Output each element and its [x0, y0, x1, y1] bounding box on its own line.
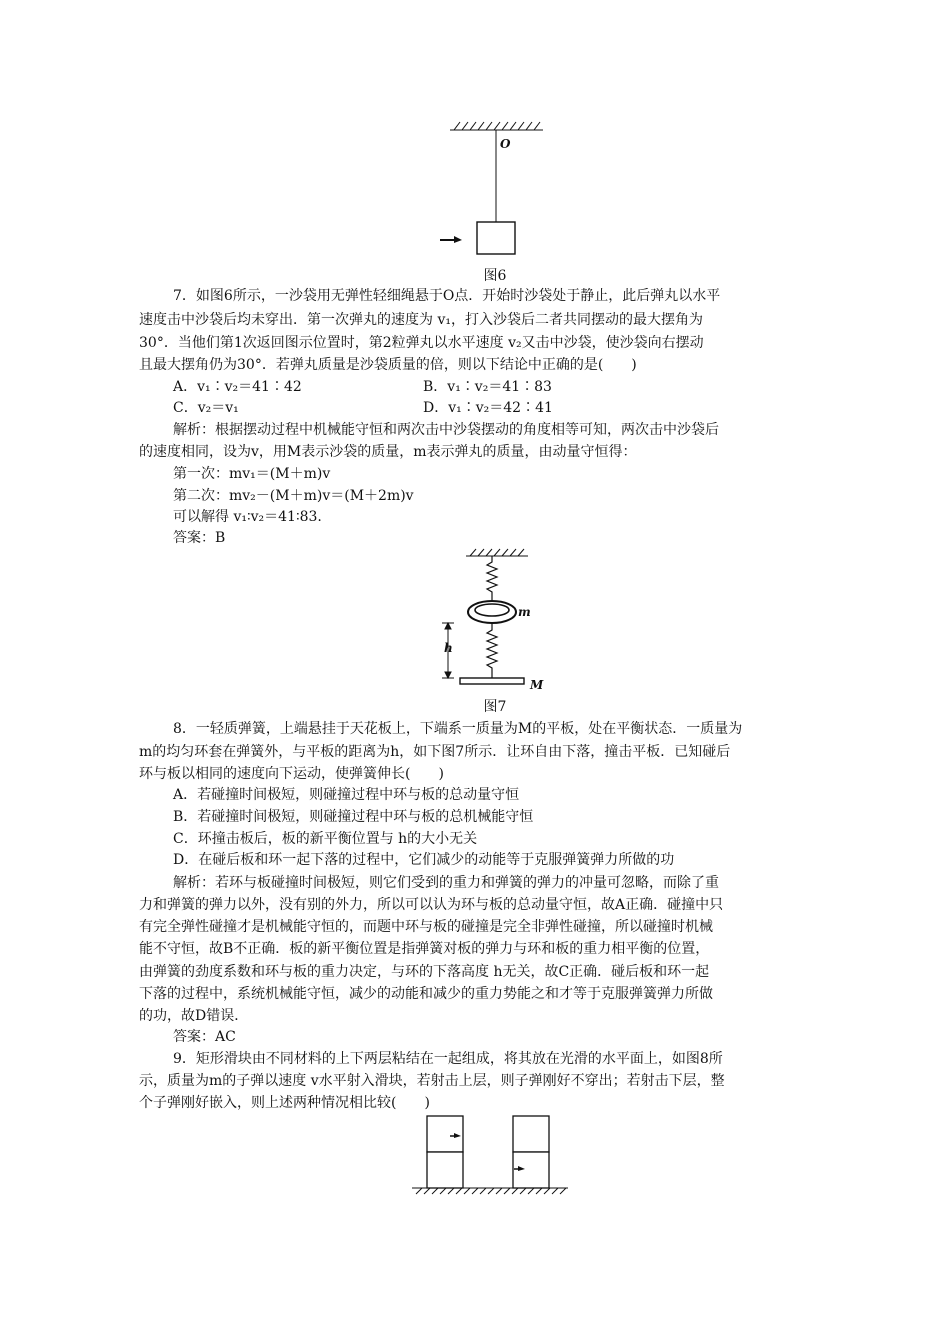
q8-option-b: B．若碰撞时间极短，则碰撞过程中环与板的总机械能守恒: [173, 809, 534, 825]
q7-option-b: B．v₁∶v₂＝41∶83: [423, 379, 552, 395]
q8-line-3: 环与板以相同的速度向下运动，使弹簧伸长( ): [139, 766, 444, 782]
label-m: m: [518, 605, 531, 619]
q8-analysis-2: 力和弹簧的弹力以外，没有别的外力，所以可以认为环与板的总动量守恒，故A正确．碰撞中只: [139, 897, 724, 913]
q7-analysis-1: 解析：根据摆动过程中机械能守恒和两次击中沙袋摆动的角度相等可知，两次击中沙袋后: [173, 422, 719, 438]
q7-option-d: D．v₁∶v₂＝42∶41: [423, 400, 553, 416]
bullet: [440, 236, 462, 243]
plate: [460, 678, 524, 684]
q8-line-2: m的均匀环套在弹簧外，与平板的距离为h，如下图7所示．让环自由下落，撞击平板．已知碰后: [139, 744, 731, 760]
q8-analysis-5: 由弹簧的劲度系数和环与板的重力决定，与环的下落高度 h无关，故C正确．碰后板和环一起: [139, 964, 710, 980]
figure-6-diagram: [440, 120, 550, 270]
q7-option-a: A．v₁∶v₂＝41∶42: [173, 379, 302, 395]
q8-analysis-6: 下落的过程中，系统机械能守恒，减少的动能和减少的重力势能之和才等于克服弹簧弹力所做: [139, 986, 713, 1002]
spring-lower: [487, 622, 497, 678]
q8-option-d: D．在碰后板和环一起下落的过程中，它们减少的动能等于克服弹簧弹力所做的功: [173, 852, 675, 868]
q7-line-3: 30°．当他们第1次返回图示位置时，第2粒弹丸以水平速度 v₂又击中沙袋，使沙袋向右摆动: [139, 335, 704, 351]
q7-analysis-2: 的速度相同，设为v，用M表示沙袋的质量，m表示弹丸的质量，由动量守恒得：: [139, 444, 637, 460]
q8-analysis-4: 能不守恒，故B不正确．板的新平衡位置是指弹簧对板的弹力与环和板的重力相平衡的位置，: [139, 941, 710, 957]
block-right: [513, 1116, 549, 1188]
q9-line-3: 个子弹刚好嵌入，则上述两种情况相比较( ): [139, 1095, 430, 1111]
figure-8-diagram: [410, 1112, 570, 1196]
q7-line-2: 速度击中沙袋后均未穿出．第一次弹丸的速度为 v₁，打入沙袋后二者共同摆动的最大摆角为: [139, 312, 703, 328]
figure-6-caption: 图6: [483, 268, 507, 284]
q7-analysis-3: 第一次：mv₁＝(M＋m)v: [173, 466, 331, 482]
q7-line-1: 7．如图6所示，一沙袋用无弹性轻细绳悬于O点．开始时沙袋处于静止，此后弹丸以水平: [173, 288, 721, 304]
q7-option-c: C．v₂＝v₁: [173, 400, 239, 416]
block-left: [427, 1116, 463, 1188]
spring-upper: [487, 556, 497, 601]
q8-analysis-7: 的功，故D错误．: [139, 1008, 249, 1024]
ceiling-hatch: [466, 549, 528, 556]
q9-line-1: 9．矩形滑块由不同材料的上下两层粘结在一起组成，将其放在光滑的水平面上，如图8所: [173, 1051, 723, 1067]
figure-7-caption: 图7: [483, 699, 507, 715]
q8-answer: 答案：AC: [173, 1029, 236, 1045]
figure-7-diagram: [430, 546, 550, 696]
ceiling-hatch: [450, 122, 543, 130]
ground-hatch: [412, 1188, 568, 1194]
label-h: h: [444, 641, 453, 655]
label-O: O: [500, 137, 511, 151]
label-M: M: [530, 678, 544, 692]
q8-option-c: C．环撞击板后，板的新平衡位置与 h的大小无关: [173, 831, 478, 847]
q8-option-a: A．若碰撞时间极短，则碰撞过程中环与板的总动量守恒: [173, 787, 520, 803]
q7-answer: 答案：B: [173, 530, 226, 546]
q8-analysis-1: 解析：若环与板碰撞时间极短，则它们受到的重力和弹簧的弹力的冲量可忽略，而除了重: [173, 875, 719, 891]
q8-analysis-3: 有完全弹性碰撞才是机械能守恒的，而题中环与板的碰撞是完全非弹性碰撞，所以碰撞时机械: [139, 919, 713, 935]
sandbag: [477, 222, 515, 254]
q9-line-2: 示，质量为m的子弹以速度 v水平射入滑块，若射击上层，则子弹刚好不穿出；若射击下层，整: [139, 1073, 725, 1089]
q7-line-4: 且最大摆角仍为30°．若弹丸质量是沙袋质量的倍，则以下结论中正确的是( ): [139, 357, 637, 373]
q8-line-1: 8．一轻质弹簧，上端悬挂于天花板上，下端系一质量为M的平板，处在平衡状态．一质量为: [173, 721, 743, 737]
q7-analysis-5: 可以解得 v₁∶v₂＝41∶83.: [173, 509, 322, 525]
q7-analysis-4: 第二次：mv₂－(M＋m)v＝(M＋2m)v: [173, 488, 414, 504]
